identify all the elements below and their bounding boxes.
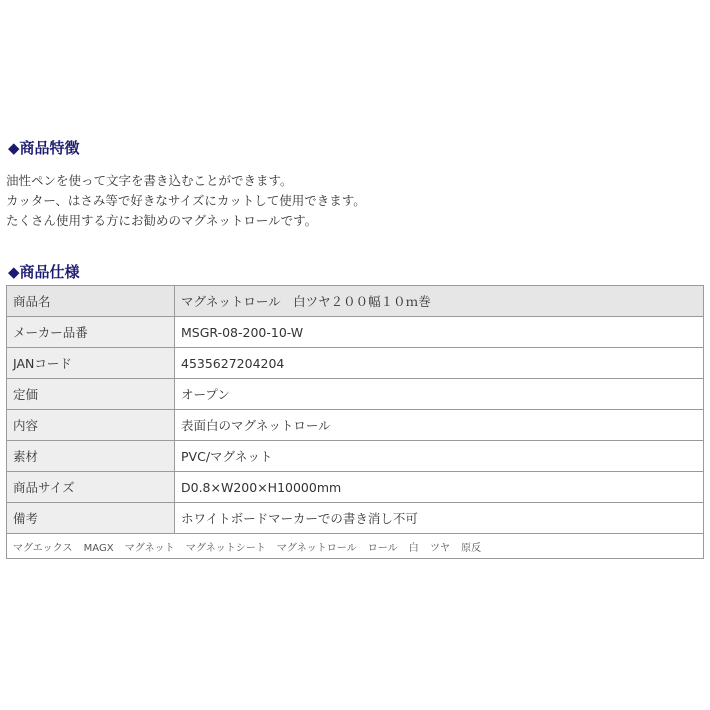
spec-row-keywords	[7, 534, 704, 559]
spec-value: PVC/マグネット	[175, 441, 704, 472]
spec-label: 素材	[7, 441, 175, 472]
spec-row-maker-part-number	[7, 317, 704, 348]
spec-table	[6, 285, 704, 559]
spec-value: D0.8×W200×H10000mm	[175, 472, 704, 503]
spec-value: マグネットロール 白ツヤ２００幅１０ｍ巻	[175, 286, 704, 317]
spec-row-jan-code	[7, 348, 704, 379]
keywords-text: マグエックス MAGX マグネット マグネットシート マグネットロール ロール 白 ツヤ 原反	[7, 534, 704, 559]
spec-row-remarks	[7, 503, 704, 534]
spec-label: 内容	[7, 410, 175, 441]
spec-value: 4535627204204	[175, 348, 704, 379]
spec-value: 表面白のマグネットロール	[175, 410, 704, 441]
spec-label: 商品名	[7, 286, 175, 317]
spec-row-list-price	[7, 379, 704, 410]
features-line: 油性ペンを使って文字を書き込むことができます。	[6, 173, 293, 188]
features-description	[6, 171, 366, 231]
spec-label: 定価	[7, 379, 175, 410]
features-heading: ◆商品特徴	[8, 139, 80, 157]
spec-value: オープン	[175, 379, 704, 410]
specs-heading: ◆商品仕様	[8, 263, 80, 281]
spec-label: JANコード	[7, 348, 175, 379]
spec-row-product-name	[7, 286, 704, 317]
features-line: たくさん使用する方にお勧めのマグネットロールです。	[6, 213, 318, 228]
spec-row-contents	[7, 410, 704, 441]
spec-row-material	[7, 441, 704, 472]
spec-label: 商品サイズ	[7, 472, 175, 503]
spec-value: MSGR-08-200-10-W	[175, 317, 704, 348]
spec-value: ホワイトボードマーカーでの書き消し不可	[175, 503, 704, 534]
features-line: カッター、はさみ等で好きなサイズにカットして使用できます。	[6, 193, 366, 208]
spec-label: 備考	[7, 503, 175, 534]
spec-row-product-size	[7, 472, 704, 503]
spec-label: メーカー品番	[7, 317, 175, 348]
